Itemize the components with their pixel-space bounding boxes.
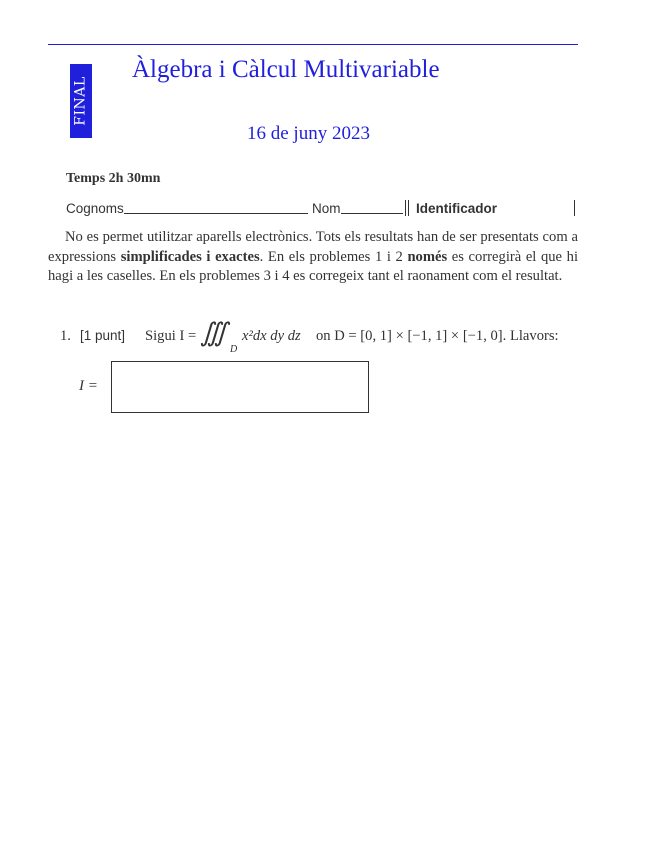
exam-title: Àlgebra i Càlcul Multivariable bbox=[132, 56, 440, 83]
instructions-text: es corregirà el que hi hagi a les caselles. En els problemes 3 i 4 es corregeix tant el raonament com el resultat. bbox=[48, 248, 578, 284]
instructions-paragraph bbox=[48, 228, 578, 287]
problem-points: [1 punt] bbox=[80, 328, 126, 343]
problem-statement: on D = [0, 1] × [−1, 1] × [−1, 0]. Llavors: bbox=[316, 328, 559, 344]
id-label: Identificador bbox=[416, 201, 498, 216]
integrand: x²dx dy dz bbox=[242, 328, 301, 344]
top-rule bbox=[48, 44, 578, 45]
student-id-row bbox=[66, 199, 578, 219]
separator-bar bbox=[408, 200, 409, 216]
name-label: Nom bbox=[312, 201, 341, 216]
final-badge bbox=[70, 64, 92, 138]
exam-date: 16 de juny 2023 bbox=[247, 123, 370, 144]
problem-intro: Sigui I = bbox=[145, 328, 197, 344]
instructions-text: No es permet utilitzar aparells electrònics. Tots els resultats han de ser presentats com a expressions bbox=[48, 229, 578, 265]
surname-field[interactable] bbox=[124, 213, 308, 214]
answer-label: I = bbox=[79, 378, 98, 394]
instructions-text: . En els problemes 1 i 2 bbox=[259, 248, 408, 265]
instructions-bold-text: només bbox=[407, 248, 448, 265]
instructions-bold-text: simplificades i exactes bbox=[120, 248, 260, 265]
exam-duration: Temps 2h 30mn bbox=[66, 171, 161, 186]
triple-integral-sign: ∭ bbox=[200, 318, 222, 347]
name-field[interactable] bbox=[341, 213, 403, 214]
integral-domain: D bbox=[230, 344, 238, 355]
final-badge-label: FINAL bbox=[73, 76, 89, 126]
problem-number: 1. bbox=[60, 328, 71, 344]
id-field-end[interactable] bbox=[574, 200, 575, 216]
problem-1 bbox=[60, 318, 580, 358]
surname-label: Cognoms bbox=[66, 201, 124, 216]
separator-bar bbox=[405, 200, 406, 216]
answer-box[interactable] bbox=[111, 361, 369, 413]
